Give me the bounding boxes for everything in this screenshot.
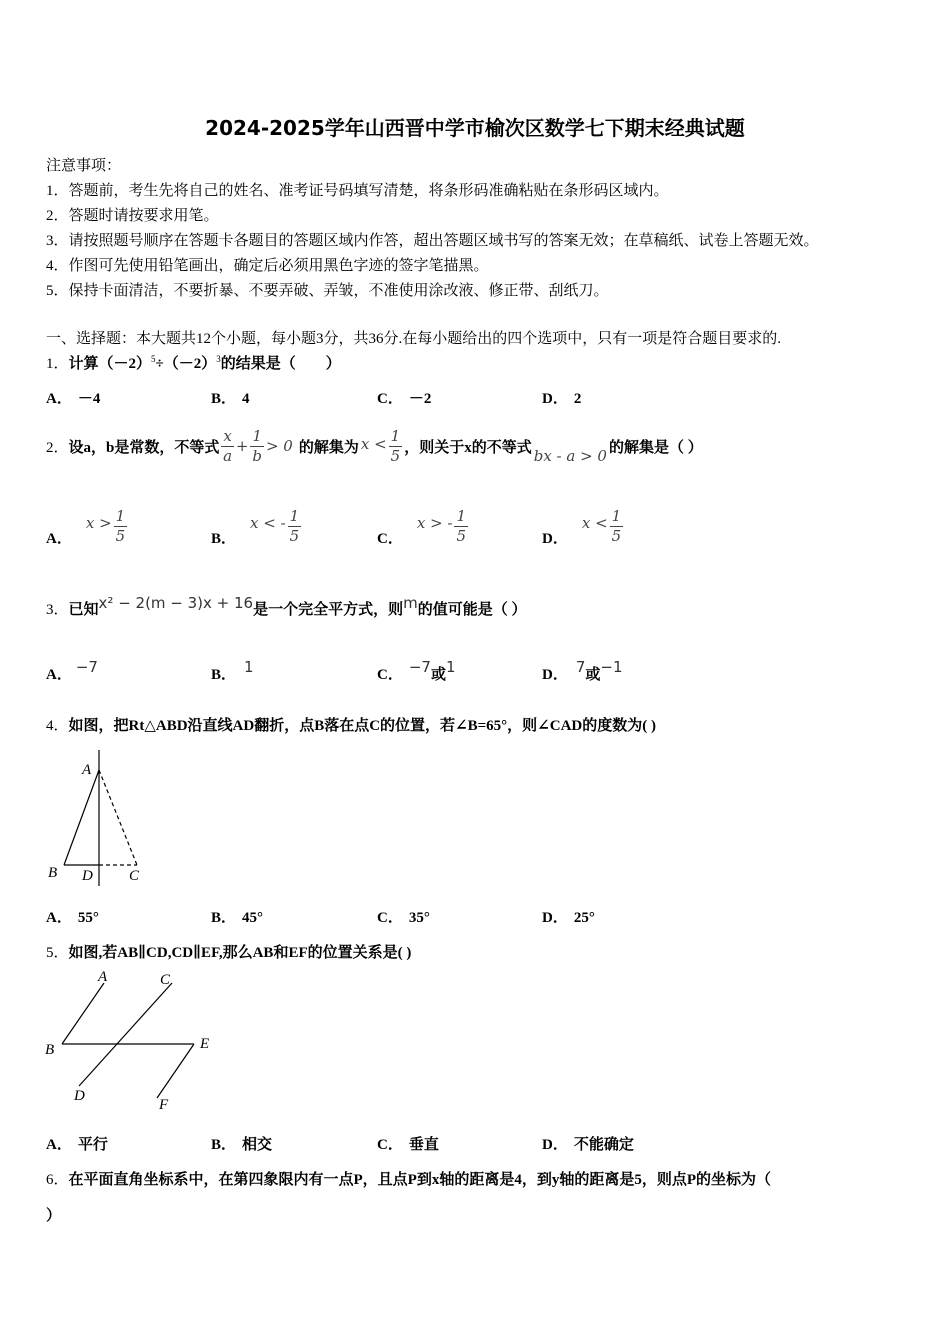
label-f: F xyxy=(159,1097,169,1113)
page-title: 2024-2025学年山西晋中学市榆次区数学七下期末经典试题 xyxy=(205,116,745,140)
notice-item: 2．答题时请按要求用笔。 xyxy=(46,208,219,224)
question-2 xyxy=(46,423,703,469)
q2-text: 的解集是（ ） xyxy=(608,439,703,456)
notice-heading: 注意事项： xyxy=(46,158,122,174)
label-c: C xyxy=(160,972,171,988)
label-a: A xyxy=(82,762,92,778)
q6-text-continued: ） xyxy=(46,1208,62,1224)
question-6 xyxy=(46,1168,771,1189)
q1-option-d[interactable]: D． 2 xyxy=(542,391,582,407)
label-b: B xyxy=(48,865,58,881)
q2-gt0: > 0 xyxy=(265,437,293,455)
question-4 xyxy=(46,714,656,735)
q2-option-a[interactable]: A． x > $\frac{1}{5}$ xyxy=(46,506,126,547)
q2-fraction: $\frac{x}{a}$ xyxy=(223,426,233,465)
q3-variable: m xyxy=(403,594,418,612)
q5-option-c[interactable]: C． 垂直 xyxy=(377,1137,439,1153)
q1-exponent: 5 xyxy=(151,354,156,364)
notice-item: 3．请按照题号顺序在答题卡各题目的答题区域内作答，超出答题区域书写的答案无效；在草稿纸、试卷上答题无效。 xyxy=(46,233,819,249)
q3-option-b[interactable]: B． 1 xyxy=(211,658,254,683)
notice-item: 5．保持卡面清洁，不要折暴、不要弄破、弄皱，不准使用涂改液、修正带、刮纸刀。 xyxy=(46,283,609,299)
q3-expression: x² − 2(m − 3)x + 16 xyxy=(98,594,254,612)
q2-option-c[interactable]: C． x > - $\frac{1}{5}$ xyxy=(377,506,467,547)
label-d: D xyxy=(82,868,93,884)
q2-solution-lhs: x < xyxy=(360,435,387,453)
q2-fraction: $\frac{1}{b}$ xyxy=(252,426,262,465)
label-a: A xyxy=(98,969,108,985)
notice-item: 4．作图可先使用铅笔画出，确定后必须用黑色字迹的签字笔描黑。 xyxy=(46,258,489,274)
line-ab xyxy=(62,983,104,1044)
q1-option-a[interactable]: A． －4 xyxy=(46,391,101,407)
q4-option-a[interactable]: A． 55° xyxy=(46,910,99,926)
q6-text: 在平面直角坐标系中，在第四象限内有一点P，且点P到x轴的距离是4，到y轴的距离是5，则点P的坐标为（ xyxy=(68,1172,772,1188)
label-e: E xyxy=(200,1036,210,1052)
notice-item: 1．答题前，考生先将自己的姓名、准考证号码填写清楚，将条形码准确粘贴在条形码区域内。 xyxy=(46,183,669,199)
q4-option-b[interactable]: B． 45° xyxy=(211,910,264,926)
q4-triangle-figure xyxy=(44,748,154,888)
q3-option-c[interactable]: C． −7或1 xyxy=(377,658,456,683)
question-number: 5． xyxy=(46,945,69,961)
question-1 xyxy=(46,352,341,373)
q2-text: 的解集为 xyxy=(298,439,359,456)
q4-option-c[interactable]: C． 35° xyxy=(377,910,430,926)
section-heading: 一、选择题：本大题共12个小题，每小题3分，共36分.在每小题给出的四个选项中，只有一项是符合题目要求的. xyxy=(46,331,782,347)
line-ab xyxy=(64,770,99,865)
q3-text: 已知 xyxy=(68,602,99,618)
q2-text: ，则关于x的不等式 xyxy=(404,439,532,456)
question-number: 6． xyxy=(46,1172,69,1188)
q1-exponent: 3 xyxy=(216,354,221,364)
q5-option-a[interactable]: A． 平行 xyxy=(46,1137,108,1153)
q5-parallel-lines-figure xyxy=(42,966,222,1116)
q3-option-a[interactable]: A． −7 xyxy=(46,658,98,683)
q1-option-b[interactable]: B． 4 xyxy=(211,391,250,407)
q1-text: 计算（－2） xyxy=(68,356,152,372)
question-5 xyxy=(46,941,411,962)
line-ac xyxy=(99,770,137,865)
q2-option-b[interactable]: B． x < - $\frac{1}{5}$ xyxy=(211,506,300,547)
question-number: 4． xyxy=(46,718,69,734)
q5-text: 如图,若AB∥CD,CD∥EF,那么AB和EF的位置关系是( ) xyxy=(68,945,412,961)
q2-option-d[interactable]: D． x < $\frac{1}{5}$ xyxy=(542,506,622,547)
label-c: C xyxy=(129,868,140,884)
q3-text: 的值可能是（ ） xyxy=(417,602,527,618)
question-3 xyxy=(46,594,527,619)
question-number: 1． xyxy=(46,356,69,372)
question-number: 2． xyxy=(46,439,69,456)
q5-option-b[interactable]: B． 相交 xyxy=(211,1137,273,1153)
q4-text: 如图，把Rt△ABD沿直线AD翻折，点B落在点C的位置，若∠B=65°，则∠CAD的度数为( ) xyxy=(68,718,656,734)
q1-text: 的结果是（ ） xyxy=(220,356,341,372)
question-number: 3． xyxy=(46,602,69,618)
label-d: D xyxy=(74,1088,85,1104)
q2-plus: + xyxy=(235,437,249,455)
line-ef xyxy=(157,1044,194,1098)
q3-text: 是一个完全平方式，则 xyxy=(253,602,404,618)
q2-inequality: bx - a > 0 xyxy=(533,447,607,465)
q4-option-d[interactable]: D． 25° xyxy=(542,910,595,926)
q1-text: ÷（－2） xyxy=(155,356,217,372)
label-b: B xyxy=(45,1042,55,1058)
q3-option-d[interactable]: D． 7或−1 xyxy=(542,658,623,683)
q5-option-d[interactable]: D． 不能确定 xyxy=(542,1137,634,1153)
q2-text: 设a，b是常数，不等式 xyxy=(68,439,220,456)
q2-fraction: $\frac{1}{5}$ xyxy=(390,426,401,465)
q1-option-c[interactable]: C． －2 xyxy=(377,391,432,407)
